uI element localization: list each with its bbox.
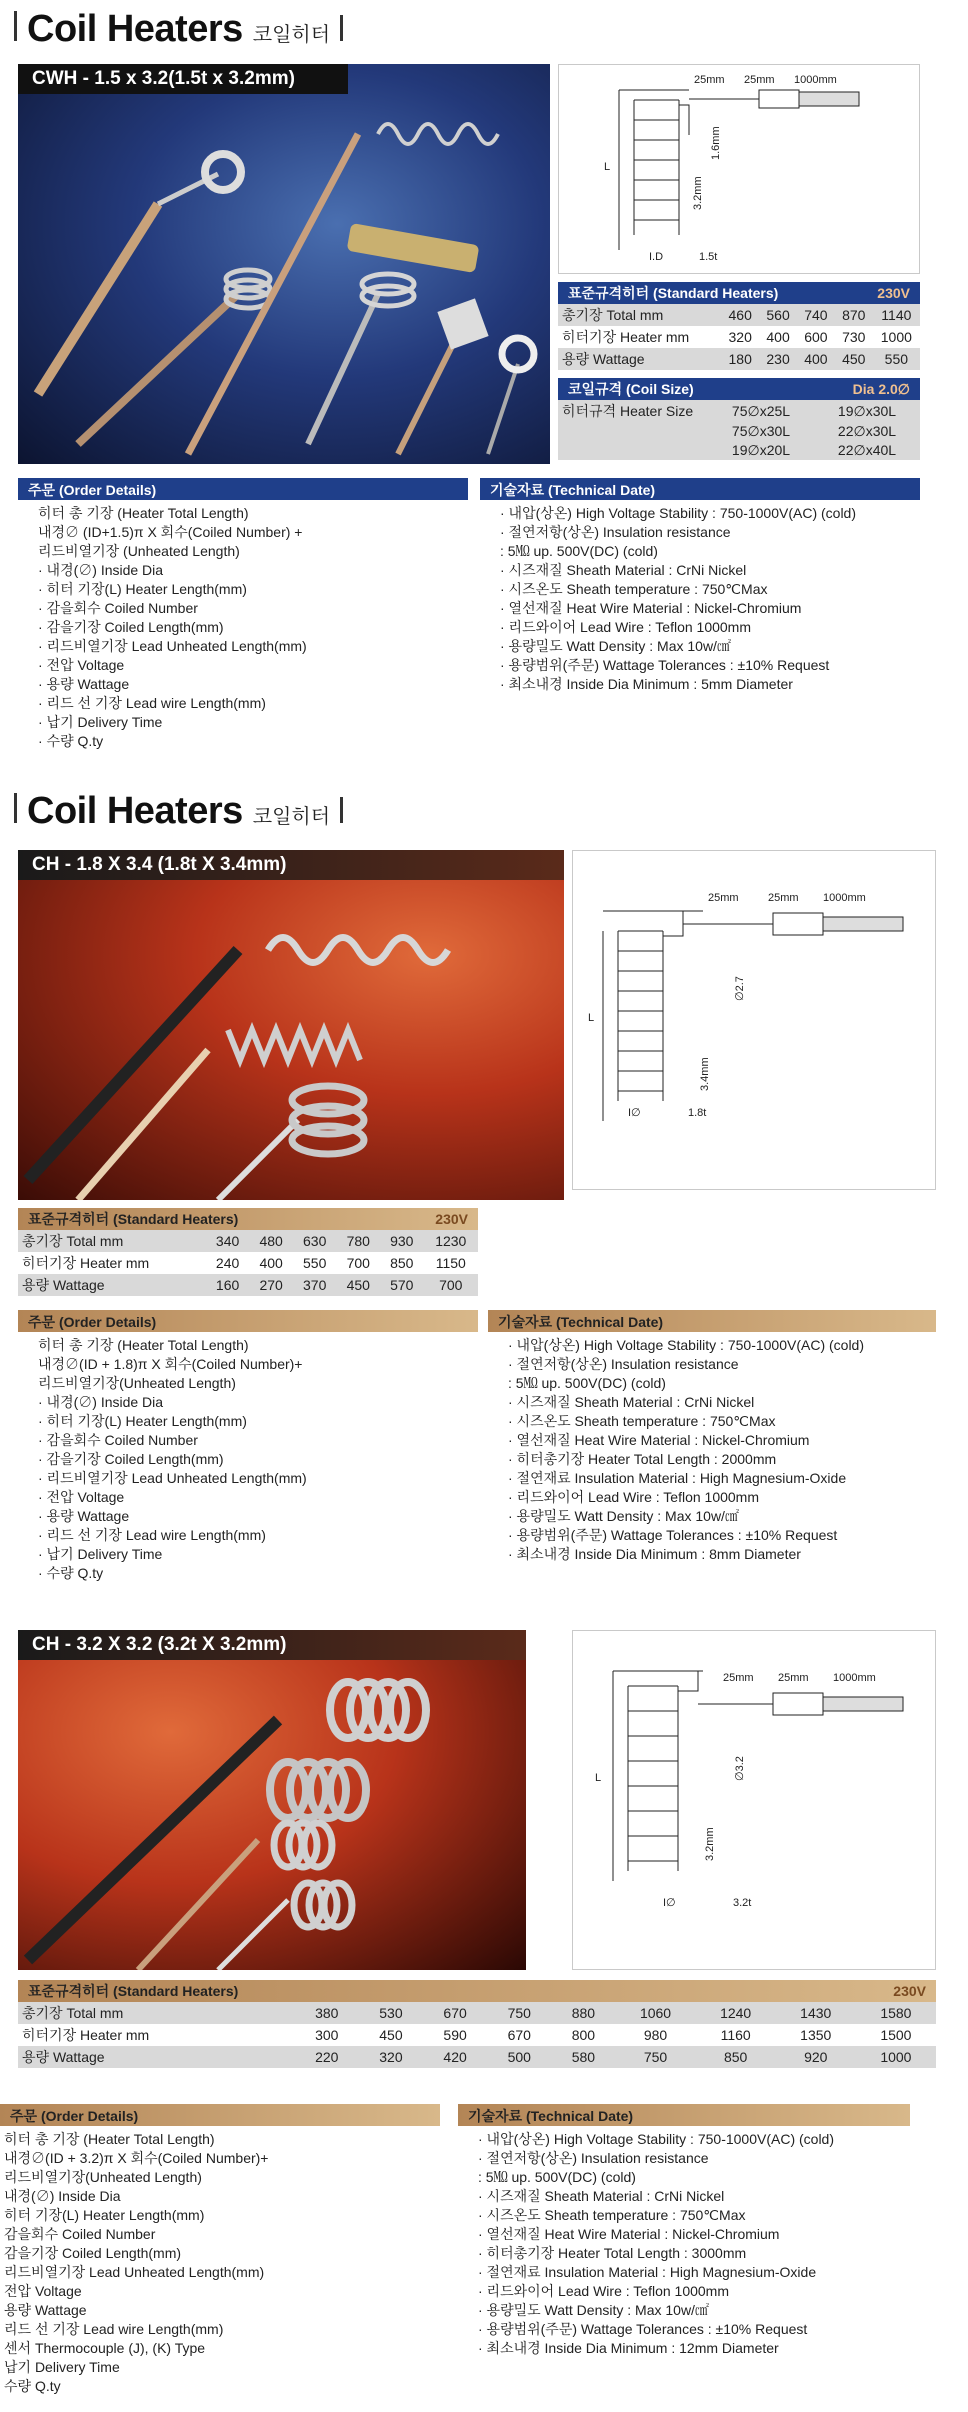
table-cell: 700 xyxy=(439,1277,463,1293)
table-cell: 560 xyxy=(766,307,790,323)
list-item: · 시즈재질 Sheath Material : CrNi Nickel xyxy=(500,562,747,578)
row-label: 용량 Wattage xyxy=(562,351,645,367)
list-item: · 리드비열기장 Lead Unheated Length(mm) xyxy=(38,1470,307,1486)
table-cell: 480 xyxy=(259,1233,283,1249)
row-label: 용량 Wattage xyxy=(22,1277,105,1293)
list-item: : 5㏁ up. 500V(DC) (cold) xyxy=(508,1375,666,1391)
title-bar xyxy=(340,797,343,823)
list-item: · 내경(∅) Inside Dia xyxy=(38,1394,164,1410)
list-item: 내경(∅) Inside Dia xyxy=(4,2188,121,2204)
table-header xyxy=(558,378,920,400)
table-row xyxy=(18,2046,936,2068)
table-cell: 500 xyxy=(507,2049,531,2065)
list-item: · 내압(상온) High Voltage Stability : 750-1000V(AC) (cold) xyxy=(508,1337,865,1353)
coil-dia-label: Dia 2.0∅ xyxy=(852,380,910,397)
table-row xyxy=(18,2024,936,2046)
technical-data-ch32 xyxy=(458,2104,910,2358)
table-title: 표준규격히터 (Standard Heaters) xyxy=(568,285,779,301)
dim-thickness: 3.2t xyxy=(733,1897,752,1909)
list-item: 히터 총 기장 (Heater Total Length) xyxy=(4,2131,215,2147)
table-cell: 730 xyxy=(842,329,866,345)
table-header xyxy=(558,282,920,304)
order-details-header: 주문 (Order Details) xyxy=(18,1310,478,1332)
technical-data-header: 기술자료 (Technical Date) xyxy=(488,1310,936,1332)
list-item: · 최소내경 Inside Dia Minimum : 8mm Diameter xyxy=(508,1546,801,1562)
section-title: Coil Heaters xyxy=(27,790,243,832)
table-cell: 450 xyxy=(346,1277,370,1293)
table-row xyxy=(18,1230,478,1252)
list-item: 내경∅ (ID+1.5)π X 회수(Coiled Number) + xyxy=(38,524,303,540)
title-bar xyxy=(14,793,17,823)
list-item: 내경∅(ID + 1.8)π X 회수(Coiled Number)+ xyxy=(38,1356,303,1372)
product-photo-ch32 xyxy=(18,1630,526,1970)
list-item: 리드비열기장(Unheated Length) xyxy=(38,1375,236,1391)
dim-25mm-b: 25mm xyxy=(778,1672,809,1684)
row-label: 히터기장 Heater mm xyxy=(562,329,690,345)
technical-data-cwh xyxy=(480,478,920,694)
list-item: · 시즈재질 Sheath Material : CrNi Nickel xyxy=(478,2188,725,2204)
table-cell: 1160 xyxy=(720,2027,751,2043)
table-cell: 580 xyxy=(571,2049,596,2065)
row-label: 히터규격 Heater Size xyxy=(562,403,694,419)
table-cell: 590 xyxy=(443,2027,467,2043)
table-cell: 75∅x25L xyxy=(731,402,791,419)
voltage-label: 230V xyxy=(877,285,910,301)
table-cell: 670 xyxy=(507,2027,531,2043)
dim-height: 3.2mm xyxy=(692,176,704,210)
list-item: · 수량 Q.ty xyxy=(38,733,104,749)
table-cell: 370 xyxy=(303,1277,327,1293)
dim-length-l: L xyxy=(588,1012,595,1024)
table-cell: 19∅x20L xyxy=(731,442,791,458)
table-cell: 380 xyxy=(315,2005,339,2021)
list-item: · 리드와이어 Lead Wire : Teflon 1000mm xyxy=(500,619,752,635)
dim-25mm-a: 25mm xyxy=(694,74,725,86)
list-item: · 히터총기장 Heater Total Length : 2000mm xyxy=(508,1451,777,1467)
list-item: · 용량범위(주문) Wattage Tolerances : ±10% Request xyxy=(478,2321,808,2337)
table-header xyxy=(18,1980,936,2002)
list-item: · 절연저항(상온) Insulation resistance xyxy=(478,2150,709,2166)
table-cell: 1000 xyxy=(880,2049,912,2065)
dimension-diagram-cwh xyxy=(558,64,920,274)
section-2-title xyxy=(14,790,343,833)
list-item: · 전압 Voltage xyxy=(38,1489,125,1505)
dim-inside-dia: I∅ xyxy=(663,1897,676,1909)
table-cell: 750 xyxy=(643,2049,668,2065)
table-cell: 980 xyxy=(643,2027,668,2043)
list-item: · 내압(상온) High Voltage Stability : 750-1000V(AC) (cold) xyxy=(478,2131,835,2147)
table-cell: 460 xyxy=(728,307,752,323)
list-item: · 용량범위(주문) Wattage Tolerances : ±10% Request xyxy=(508,1527,838,1543)
standard-heaters-table-cwh xyxy=(558,282,920,370)
list-item: · 최소내경 Inside Dia Minimum : 12mm Diameter xyxy=(478,2340,779,2356)
list-item: · 용량밀도 Watt Density : Max 10w/㎠ xyxy=(500,638,731,654)
list-item: · 열선재질 Heat Wire Material : Nickel-Chromium xyxy=(508,1432,810,1448)
table-cell: 320 xyxy=(728,329,752,345)
list-item: · 용량밀도 Watt Density : Max 10w/㎠ xyxy=(478,2302,709,2318)
table-row xyxy=(18,1252,478,1274)
row-label: 총기장 Total mm xyxy=(22,2005,124,2021)
table-cell: 920 xyxy=(804,2049,828,2065)
table-cell: 850 xyxy=(390,1255,414,1271)
model-label: CH - 1.8 X 3.4 (1.8t X 3.4mm) xyxy=(18,850,564,880)
list-item: · 수량 Q.ty xyxy=(38,1565,104,1581)
dim-pitch: ∅2.7 xyxy=(734,976,746,1001)
table-cell: 630 xyxy=(303,1233,327,1249)
dim-length-l: L xyxy=(604,161,611,173)
dimension-diagram-ch32 xyxy=(572,1630,936,1970)
coil-heater-image xyxy=(18,1630,526,1970)
order-details-ch32 xyxy=(0,2104,440,2396)
list-item: · 납기 Delivery Time xyxy=(38,714,163,730)
list-item: · 리드비열기장 Lead Unheated Length(mm) xyxy=(38,638,307,654)
list-item: · 시즈온도 Sheath temperature : 750℃Max xyxy=(500,581,768,597)
dim-1000mm: 1000mm xyxy=(833,1672,876,1684)
list-item: 내경∅(ID + 3.2)π X 회수(Coiled Number)+ xyxy=(4,2150,269,2166)
table-cell: 160 xyxy=(215,1277,240,1293)
list-item: · 히터 기장(L) Heater Length(mm) xyxy=(38,1413,247,1429)
coil-heater-image xyxy=(18,64,550,464)
standard-heaters-table-ch18 xyxy=(18,1208,478,1296)
list-item: · 절연재료 Insulation Material : High Magnesium-Oxide xyxy=(478,2264,817,2280)
table-row xyxy=(558,326,920,348)
table-cell: 230 xyxy=(766,351,790,367)
list-item: · 시즈온도 Sheath temperature : 750℃Max xyxy=(508,1413,776,1429)
dim-1000mm: 1000mm xyxy=(794,74,837,86)
table-cell: 700 xyxy=(346,1255,370,1271)
table-cell: 670 xyxy=(443,2005,467,2021)
order-details-header: 주문 (Order Details) xyxy=(0,2104,440,2126)
title-bar xyxy=(340,15,343,41)
row-label: 히터기장 Heater mm xyxy=(22,1255,150,1271)
list-item: · 납기 Delivery Time xyxy=(38,1546,163,1562)
page-title-korean: 코일히터 xyxy=(252,24,331,46)
table-cell: 450 xyxy=(379,2027,403,2043)
table-cell: 1350 xyxy=(800,2027,832,2043)
list-item: · 전압 Voltage xyxy=(38,657,125,673)
table-row xyxy=(558,441,920,460)
list-item: · 절연저항(상온) Insulation resistance xyxy=(500,524,731,540)
model-label: CH - 3.2 X 3.2 (3.2t X 3.2mm) xyxy=(18,1630,526,1660)
list-item: · 최소내경 Inside Dia Minimum : 5mm Diameter xyxy=(500,676,793,692)
technical-data-ch18 xyxy=(488,1310,936,1564)
list-item: · 시즈재질 Sheath Material : CrNi Nickel xyxy=(508,1394,755,1410)
table-cell: 1140 xyxy=(881,307,912,323)
list-item: · 열선재질 Heat Wire Material : Nickel-Chromium xyxy=(478,2226,780,2242)
table-row xyxy=(558,422,920,441)
voltage-label: 230V xyxy=(435,1211,468,1227)
title-bar xyxy=(14,11,17,41)
row-label: 총기장 Total mm xyxy=(562,307,664,323)
table-cell: 800 xyxy=(571,2027,596,2043)
table-cell: 340 xyxy=(215,1233,240,1249)
list-item: 감을기장 Coiled Length(mm) xyxy=(4,2245,182,2261)
list-item: · 히터총기장 Heater Total Length : 3000mm xyxy=(478,2245,747,2261)
table-cell: 300 xyxy=(315,2027,339,2043)
list-item: 히터 기장(L) Heater Length(mm) xyxy=(4,2207,205,2223)
order-details-cwh xyxy=(18,478,468,751)
table-cell: 270 xyxy=(259,1277,283,1293)
table-cell: 850 xyxy=(723,2049,748,2065)
table-cell: 22∅x40L xyxy=(837,442,897,458)
table-cell: 19∅x30L xyxy=(837,402,897,419)
list-item: · 용량 Wattage xyxy=(38,676,130,692)
table-cell: 420 xyxy=(443,2049,467,2065)
table-cell: 750 xyxy=(507,2005,531,2021)
list-item: · 감을기장 Coiled Length(mm) xyxy=(38,1451,224,1467)
list-item: · 감을회수 Coiled Number xyxy=(38,1432,198,1448)
coil-size-table xyxy=(558,378,920,460)
product-photo-ch18 xyxy=(18,850,564,1200)
table-row xyxy=(558,400,920,422)
table-row xyxy=(558,348,920,370)
table-cell: 1000 xyxy=(880,329,912,345)
list-item: · 리드와이어 Lead Wire : Teflon 1000mm xyxy=(508,1489,760,1505)
dim-pitch: 1.6mm xyxy=(710,126,722,160)
model-label: CWH - 1.5 x 3.2(1.5t x 3.2mm) xyxy=(18,64,348,94)
list-item: · 감을회수 Coiled Number xyxy=(38,600,198,616)
table-cell: 1500 xyxy=(880,2027,912,2043)
table-cell: 570 xyxy=(390,1277,414,1293)
table-cell: 550 xyxy=(303,1255,327,1271)
list-item: 리드 선 기장 Lead wire Length(mm) xyxy=(4,2321,224,2337)
dimension-diagram-ch18 xyxy=(572,850,936,1190)
dim-25mm-b: 25mm xyxy=(768,892,799,904)
table-cell: 1230 xyxy=(435,1233,467,1249)
table-cell: 1240 xyxy=(720,2005,752,2021)
technical-data-header: 기술자료 (Technical Date) xyxy=(458,2104,910,2126)
table-cell: 400 xyxy=(804,351,828,367)
list-item: : 5㏁ up. 500V(DC) (cold) xyxy=(500,543,658,559)
technical-data-header: 기술자료 (Technical Date) xyxy=(480,478,920,500)
table-cell: 930 xyxy=(390,1233,414,1249)
list-item: · 리드 선 기장 Lead wire Length(mm) xyxy=(38,695,266,711)
table-row xyxy=(18,1274,478,1296)
dim-25mm-a: 25mm xyxy=(723,1672,754,1684)
list-item: · 히터 기장(L) Heater Length(mm) xyxy=(38,581,247,597)
dim-inside-dia: I∅ xyxy=(628,1107,641,1119)
list-item: · 절연저항(상온) Insulation resistance xyxy=(508,1356,739,1372)
list-item: · 리드와이어 Lead Wire : Teflon 1000mm xyxy=(478,2283,730,2299)
technical-data-list xyxy=(458,2126,910,2358)
row-label: 용량 Wattage xyxy=(22,2049,105,2065)
technical-data-list xyxy=(480,500,920,694)
order-details-list xyxy=(0,2126,440,2396)
table-row xyxy=(558,304,920,326)
list-item: 수량 Q.ty xyxy=(4,2378,61,2394)
table-cell: 880 xyxy=(571,2005,596,2021)
list-item: 납기 Delivery Time xyxy=(4,2359,120,2375)
list-item: · 시즈온도 Sheath temperature : 750℃Max xyxy=(478,2207,746,2223)
dim-thickness: 1.5t xyxy=(699,251,718,263)
page-title: Coil Heaters xyxy=(27,8,243,50)
list-item: · 용량밀도 Watt Density : Max 10w/㎠ xyxy=(508,1508,739,1524)
product-photo-cwh xyxy=(18,64,550,464)
list-item: 히터 총 기장 (Heater Total Length) xyxy=(38,505,249,521)
dim-1000mm: 1000mm xyxy=(823,892,866,904)
table-cell: 180 xyxy=(728,351,752,367)
order-details-ch18 xyxy=(18,1310,478,1583)
list-item: 리드비열기장 Lead Unheated Length(mm) xyxy=(4,2264,265,2280)
order-details-list xyxy=(18,1332,478,1583)
table-cell: 1150 xyxy=(435,1255,466,1271)
table-cell: 870 xyxy=(842,307,866,323)
list-item: · 용량범위(주문) Wattage Tolerances : ±10% Request xyxy=(500,657,830,673)
table-cell: 1430 xyxy=(800,2005,832,2021)
row-label: 총기장 Total mm xyxy=(22,1233,124,1249)
coil-heater-image xyxy=(18,850,564,1200)
order-details-header: 주문 (Order Details) xyxy=(18,478,468,500)
dim-height: 3.2mm xyxy=(704,1827,716,1861)
list-item: · 내경(∅) Inside Dia xyxy=(38,562,164,578)
dim-pitch: ∅3.2 xyxy=(734,1756,746,1781)
table-cell: 220 xyxy=(315,2049,339,2065)
list-item: 센서 Thermocouple (J), (K) Type xyxy=(4,2340,206,2356)
table-cell: 400 xyxy=(259,1255,283,1271)
dim-length-l: L xyxy=(595,1772,602,1784)
table-row xyxy=(18,2002,936,2024)
order-details-list xyxy=(18,500,468,751)
dim-height: 3.4mm xyxy=(699,1057,711,1091)
table-cell: 550 xyxy=(884,351,909,367)
table-cell: 450 xyxy=(842,351,866,367)
list-item: · 감을기장 Coiled Length(mm) xyxy=(38,619,224,635)
list-item: · 용량 Wattage xyxy=(38,1508,130,1524)
list-item: 리드비열기장(Unheated Length) xyxy=(4,2169,202,2185)
list-item: · 절연재료 Insulation Material : High Magnesium-Oxide xyxy=(508,1470,847,1486)
list-item: 전압 Voltage xyxy=(4,2283,82,2299)
table-header xyxy=(18,1208,478,1230)
table-cell: 400 xyxy=(766,329,790,345)
list-item: : 5㏁ up. 500V(DC) (cold) xyxy=(478,2169,636,2185)
dim-inside-dia: I.D xyxy=(649,251,664,263)
table-cell: 600 xyxy=(804,329,828,345)
row-label: 히터기장 Heater mm xyxy=(22,2027,150,2043)
dim-25mm-b: 25mm xyxy=(744,74,775,86)
list-item: 리드비열기장 (Unheated Length) xyxy=(38,543,240,559)
table-title: 표준규격히터 (Standard Heaters) xyxy=(28,1983,239,1999)
standard-heaters-table-ch32 xyxy=(18,1980,936,2068)
table-cell: 1580 xyxy=(880,2005,912,2021)
table-cell: 780 xyxy=(346,1233,370,1249)
table-title: 표준규격히터 (Standard Heaters) xyxy=(28,1211,239,1227)
voltage-label: 230V xyxy=(893,1983,926,1999)
dim-thickness: 1.8t xyxy=(688,1107,707,1119)
list-item: · 내압(상온) High Voltage Stability : 750-1000V(AC) (cold) xyxy=(500,505,857,521)
list-item: · 열선재질 Heat Wire Material : Nickel-Chromium xyxy=(500,600,802,616)
list-item: 감을회수 Coiled Number xyxy=(4,2226,156,2242)
section-1-title xyxy=(14,8,343,51)
list-item: 용량 Wattage xyxy=(4,2302,87,2318)
table-cell: 75∅x30L xyxy=(731,423,791,439)
section-title-korean: 코일히터 xyxy=(252,806,331,828)
dim-25mm-a: 25mm xyxy=(708,892,739,904)
table-cell: 22∅x30L xyxy=(837,423,897,439)
technical-data-list xyxy=(488,1332,936,1564)
list-item: 히터 총 기장 (Heater Total Length) xyxy=(38,1337,249,1353)
table-cell: 530 xyxy=(379,2005,403,2021)
table-cell: 240 xyxy=(215,1255,240,1271)
table-title: 코일규격 (Coil Size) xyxy=(568,381,694,397)
list-item: · 리드 선 기장 Lead wire Length(mm) xyxy=(38,1527,266,1543)
table-cell: 740 xyxy=(804,307,828,323)
table-cell: 1060 xyxy=(639,2005,672,2021)
table-cell: 320 xyxy=(379,2049,403,2065)
